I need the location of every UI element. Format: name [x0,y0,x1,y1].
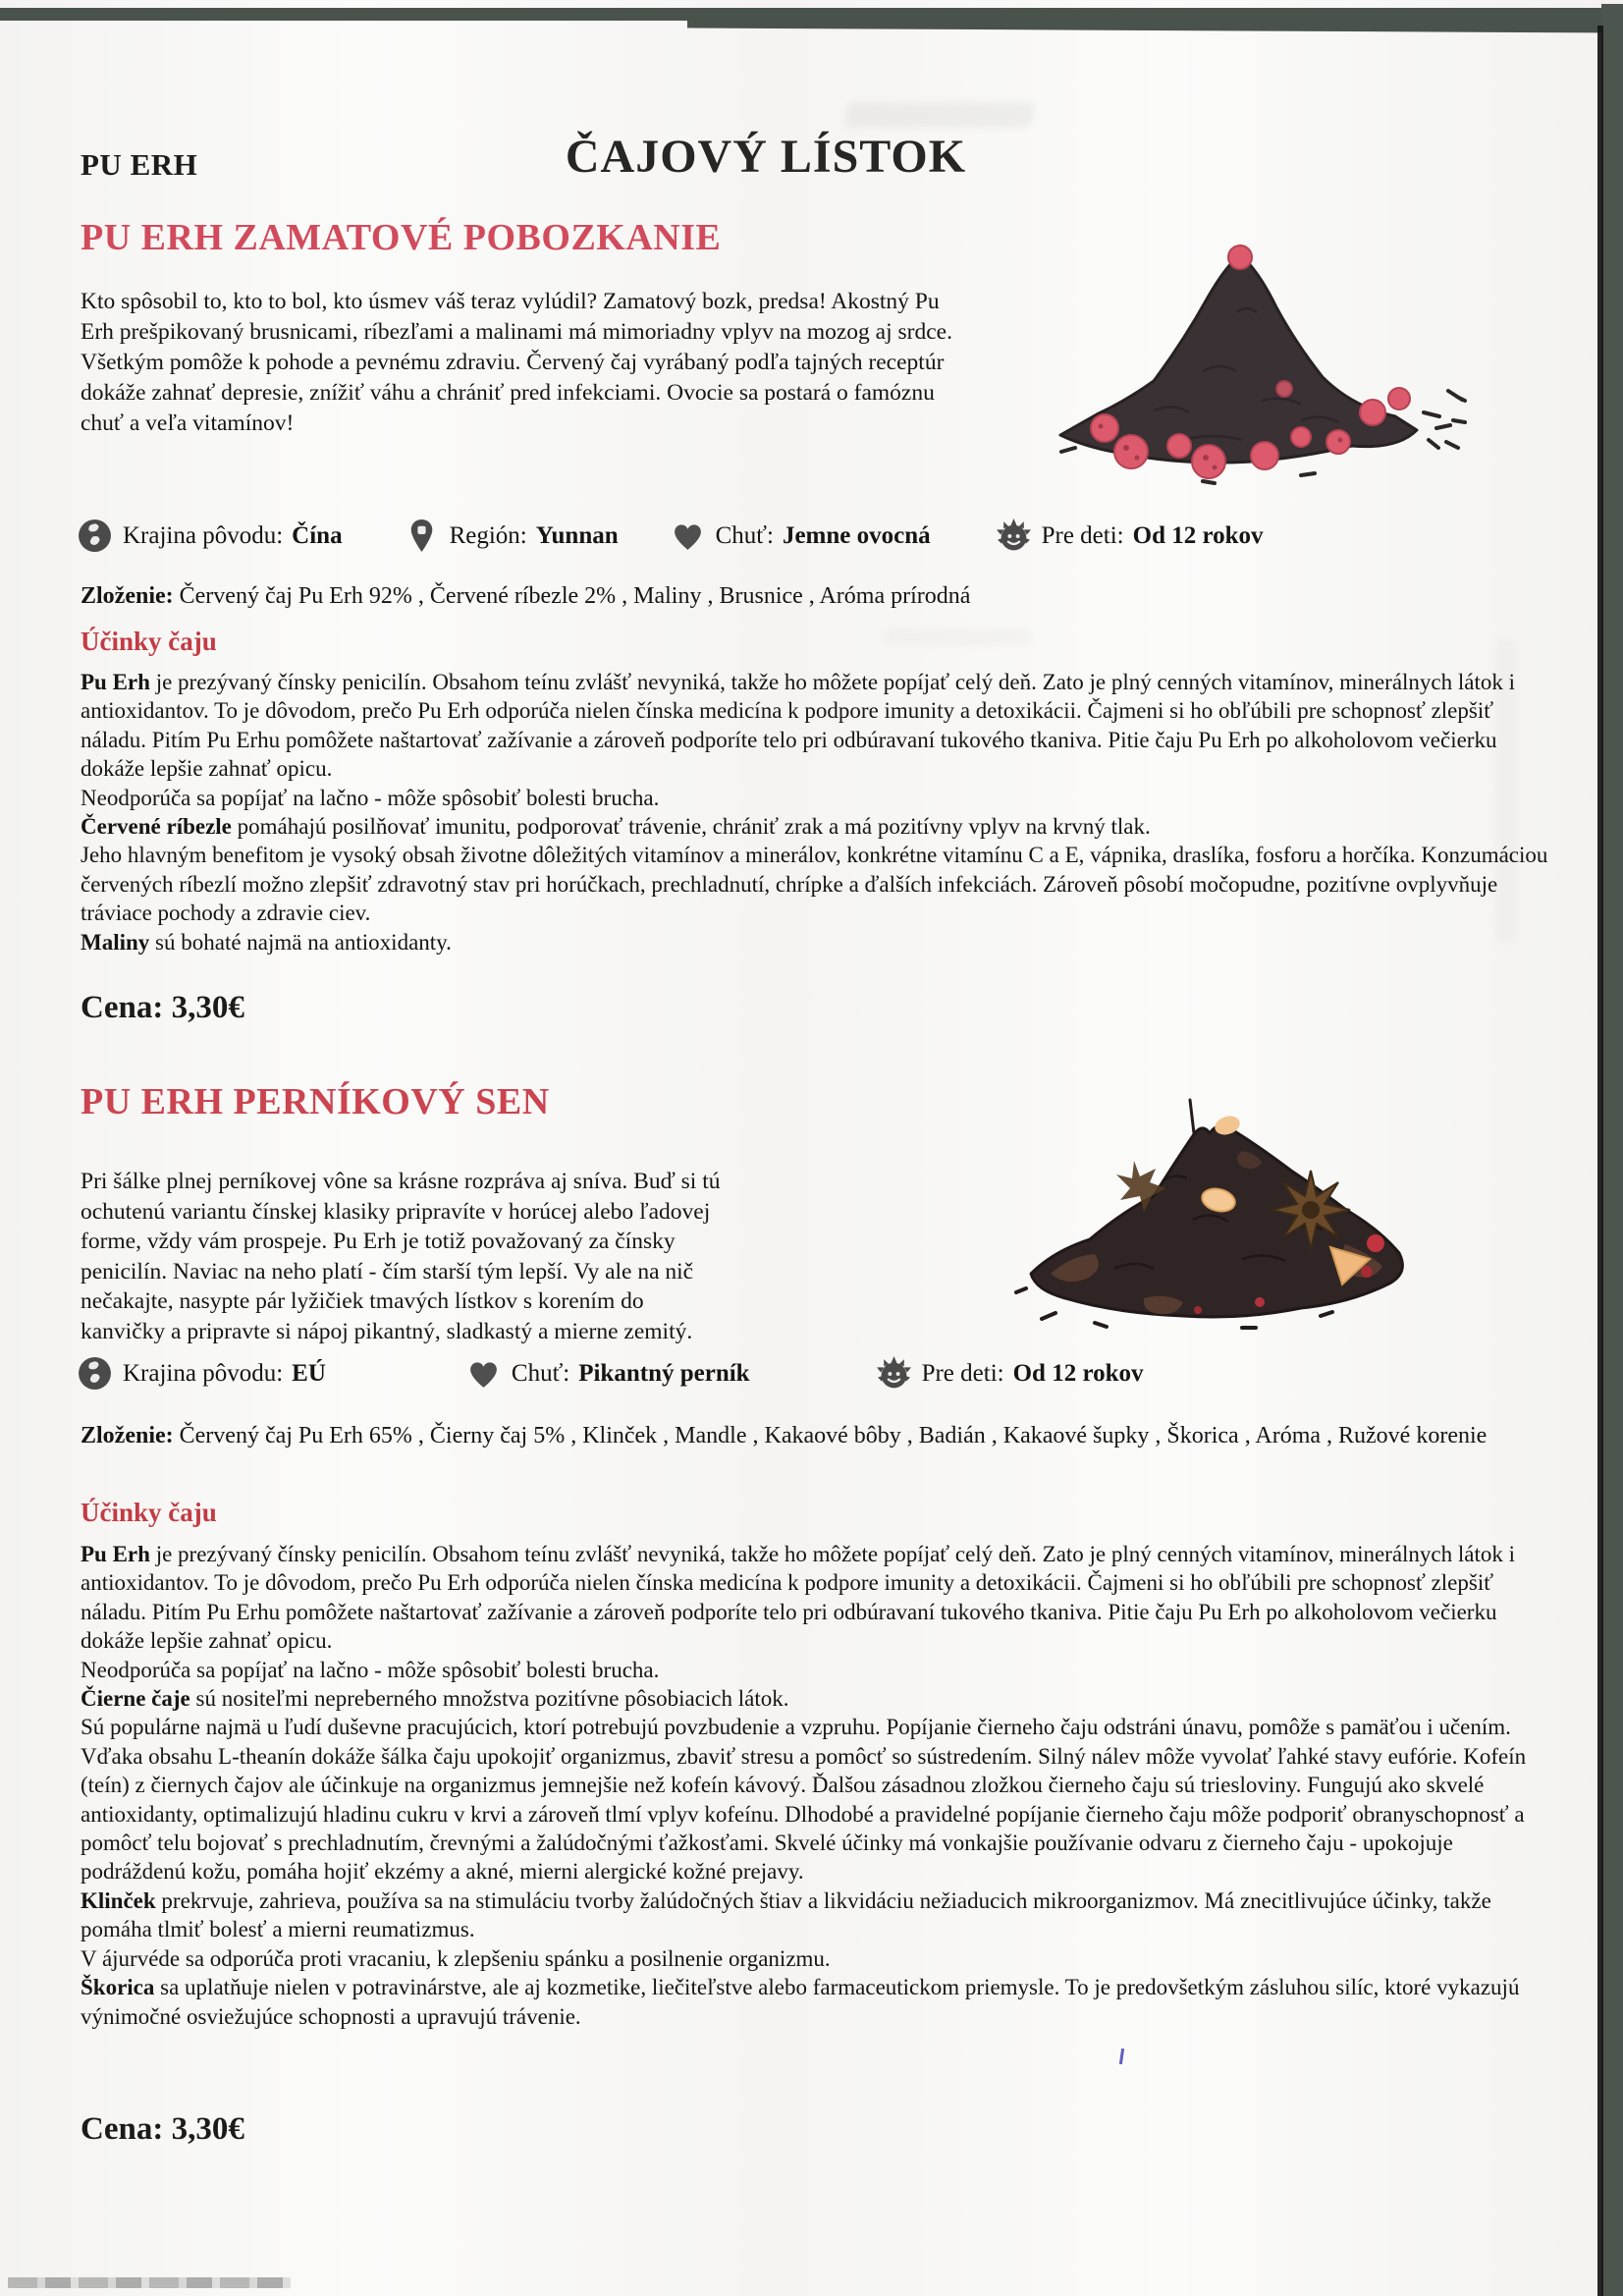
composition-label: Zloženie: [81,583,174,609]
attr-value: EÚ [292,1359,326,1387]
attr-value: Pikantný perník [578,1359,750,1387]
attr-value: Čína [292,521,343,549]
child-sun-icon [876,1355,912,1392]
product-2-attributes-row [77,1355,1144,1392]
product-1-composition [81,583,1563,610]
scan-edge-right [1601,4,1623,2296]
effects-paragraph: Klinček prekrvuje, zahrieva, používa sa na stimuláciu tvorby žalúdočných štiav a likvidáciu nežiaducich mikroorganizmov. Má znecitlivujúce účinky, takže pomáha tlmiť bolesť a mierni reumatizmus. [81,1887,1491,1942]
product-1-intro: Kto spôsobil to, kto to bol, kto úsmev váš teraz vylúdil? Zamatový bozk, predsa! Akostný Pu Erh prešpikovaný brusnicami, ríbezľami a malinami má mimoriadny vplyv na mozog aj srdce. Všetkým pomôže k pohode a pevnému zdraviu. Červený čaj vyrábaný podľa tajných receptúr dokáže zahnať depresie, znížiť váhu a chrániť pred infekciami. Ovocie sa postará o famóznu chuť a veľa vitamínov! [81,289,952,436]
composition-value: Červený čaj Pu Erh 65% , Čierny čaj 5% , Klinček , Mandle , Kakaové bôby , Badián , Kakaové šupky , Škorica , Aróma , Ružové korenie [179,1423,1488,1449]
effects-paragraph: V ájurvéde sa odporúča proti vracaniu, k zlepšeniu spánku a posilnenie organizmu. [81,1945,831,1971]
attr-label: Pre deti: [921,1359,1004,1387]
heart-icon [670,518,706,554]
pink-berries [1091,246,1410,478]
scan-edge-bottom-left [8,2277,291,2288]
effects-paragraph: Neodporúča sa popíjať na lačno - môže spôsobiť bolesti brucha. [81,785,660,810]
price-value: 3,30€ [171,2111,244,2147]
tea-mound [1031,1125,1402,1317]
almond-slices [1200,1113,1370,1285]
scattered-leaf-bits [1061,391,1465,483]
attr-taste [670,518,931,554]
effects-paragraph: Sú populárne najmä u ľudí duševne pracujúcich, ktorí potrebujú povzbudenie a vzpruhu. Popíjanie čierneho čaju odstráni únavu, pomôže s pamäťou i učením. Vďaka obsahu L-theanín dokáže šálka čaju upokojiť organizmus, zbaviť stresu a pomôcť so sústredením. Silný nálev môže vyvolať ľahké stavy eufórie. Kofeín (teín) z čiernych čajov ale účinkuje na organizmus jemnejšie než kofeín kávový. Ďalšou zásadnou zložkou čierneho čaju sú triesloviny. Fungujú ako skvelé antioxidanty, optimalizujú hladinu cukru v krvi a zároveň tlmí vplyv kofeínu. Dlhodobé a pravidelné popíjanie čierneho čaju môže podporiť obranyschopnosť a pomôcť telu bojovať s prechladnutím, črevnými a žalúdočnými ťažkosťami. Skvelé účinky má vonkajšie používanie odvaru z čierneho čaju - upokojuje podráždenú kožu, pomáha hojiť ekzémy a akné, mierni alergické kožné prejavy. [81,1715,1527,1885]
attr-origin [77,518,343,554]
product-2-composition [81,1420,1573,1451]
brand-label: PU ERH [81,147,198,182]
product-1-price [81,990,244,1026]
map-pin-icon [404,518,440,554]
product-2-effects [81,1540,1563,2031]
attr-value: Yunnan [535,521,619,549]
price-label: Cena: [81,2111,164,2147]
attr-label: Región: [449,521,527,549]
attr-value: Jemne ovocná [782,521,931,549]
effects-paragraph: Červené ríbezle pomáhajú posilňovať imunitu, podporovať trávenie, chrániť zrak a má pozitívny vplyv na krvný tlak. [81,814,1151,840]
effects-paragraph: Pu Erh je prezývaný čínsky penicilín. Obsahom teínu zvlášť nevyniká, takže ho môžete popíjať celý deň. Zato je plný cenných vitamínov, minerálnych látok i antioxidantov. To je dôvodom, prečo Pu Erh odporúča nielen čínska medicína k podpore imunity a detoxikácii. Čajmeni si ho obľúbili pre schopnosť zlepšiť náladu. Pitím Pu Erhu pomôžete naštartovať zažívanie a zároveň podporíte telo pri odbúravaní tukového tkaniva. Pitie čaju Pu Erh po alkoholovom večierku dokáže lepšie zahnať opicu. [81,670,1516,782]
attr-region [404,518,619,554]
effects-paragraph: Škorica sa uplatňuje nielen v potravinárstve, ale aj kozmetike, liečiteľstve alebo farmaceutickom priemysle. To je predovšetkým zásluhou silíc, ktoré vykazujú výnimočné osviežujúce schopnosti a upravujú trávenie. [81,1975,1520,2029]
tea-pile-with-spices-photo [997,1063,1448,1372]
star-anise-partial [1116,1161,1165,1212]
price-label: Cena: [81,990,164,1025]
pink-pepper-berries [1194,1234,1384,1314]
product-1-effects-heading: Účinky čaju [81,627,217,656]
attr-children [876,1355,1144,1392]
attr-value: Od 12 rokov [1012,1359,1144,1387]
heart-icon [465,1355,502,1392]
effects-paragraph: Neodporúča sa popíjať na lačno - môže spôsobiť bolesti brucha. [81,1657,660,1682]
product-1-attributes-row [77,518,1264,554]
attr-taste [465,1355,750,1392]
pen-mark-artifact [1119,2049,1124,2064]
attr-label: Krajina pôvodu: [123,521,284,549]
tea-pile-with-berries-photo [1006,194,1478,514]
product-2-effects-heading: Účinky čaju [81,1498,217,1527]
attr-label: Chuť: [715,521,774,549]
globe-icon [77,518,113,554]
attr-label: Krajina pôvodu: [123,1359,284,1387]
composition-label: Zloženie: [81,1423,174,1449]
bleed-through-artifact [843,102,1036,128]
attr-origin [77,1355,326,1392]
child-sun-icon [996,518,1032,554]
page-title: ČAJOVÝ LÍSTOK [565,131,967,183]
effects-paragraph: Maliny sú bohaté najmä na antioxidanty. [81,929,452,955]
tea-mound [1060,255,1417,463]
price-value: 3,30€ [171,990,244,1025]
effects-paragraph: Jeho hlavným benefitom je vysoký obsah životne dôležitých vitamínov a minerálov, konkrétne vitamínu C a E, vápnika, draslíka, fosforu a horčíka. Konzumáciou červených ríbezlí možno zlepšiť zdravotný stav pri horúčkach, prechladnutí, chrípke a ďalších infekciách. Zároveň pôsobí močopudne, pozitívne ovplyvňuje tráviace pochody a zdravie ciev. [81,843,1548,926]
attr-children [996,518,1264,554]
product-2-price [81,2111,244,2148]
product-1-heading: PU ERH ZAMATOVÉ POBOZKANIE [81,217,722,258]
effects-paragraph: Čierne čaje sú nositeľmi nepreberného množstva pozitívne pôsobiacich látok. [81,1686,789,1712]
product-2-intro: Pri šálke plnej perníkovej vône sa krásne rozpráva aj sníva. Buď si tú ochutenú variantu čínskej klasiky pripravíte v horúcej alebo ľadovej forme, vždy vám prospeje. Pu Erh je totiž považovaný za čínsky penicilín. Naviac na neho platí - čím starší tým lepší. Vy ale na nič nečakajte, nasypte pár lyžičiek tmavých lístkov s korením do kanvičky a pripravte si nápoj pikantný, sladkastý a mierne zemitý. [81,1169,721,1344]
product-1-effects [81,668,1548,957]
bleed-through-artifact [884,629,1031,646]
attr-label: Pre deti: [1041,521,1124,549]
star-anise [1271,1171,1350,1249]
attr-label: Chuť: [511,1359,570,1387]
globe-icon [77,1355,113,1392]
scan-edge-right-shadow [1597,26,1603,2296]
attr-value: Od 12 rokov [1132,521,1264,549]
product-2-heading: PU ERH PERNÍKOVÝ SEN [81,1081,550,1122]
composition-value: Červený čaj Pu Erh 92% , Červené ríbezle 2% , Maliny , Brusnice , Aróma prírodná [179,583,971,609]
effects-paragraph: Pu Erh je prezývaný čínsky penicilín. Obsahom teínu zvlášť nevyniká, takže ho môžete popíjať celý deň. Zato je plný cenných vitamínov, minerálnych látok i antioxidantov. To je dôvodom, prečo Pu Erh odporúča nielen čínska medicína k podpore imunity a detoxikácii. Čajmeni si ho obľúbili pre schopnosť zlepšiť náladu. Pitím Pu Erhu pomôžete naštartovať zažívanie a zároveň podporíte telo pri odbúravaní tukového tkaniva. Pitie čaju Pu Erh po alkoholovom večierku dokáže lepšie zahnať opicu. [81,1542,1516,1654]
